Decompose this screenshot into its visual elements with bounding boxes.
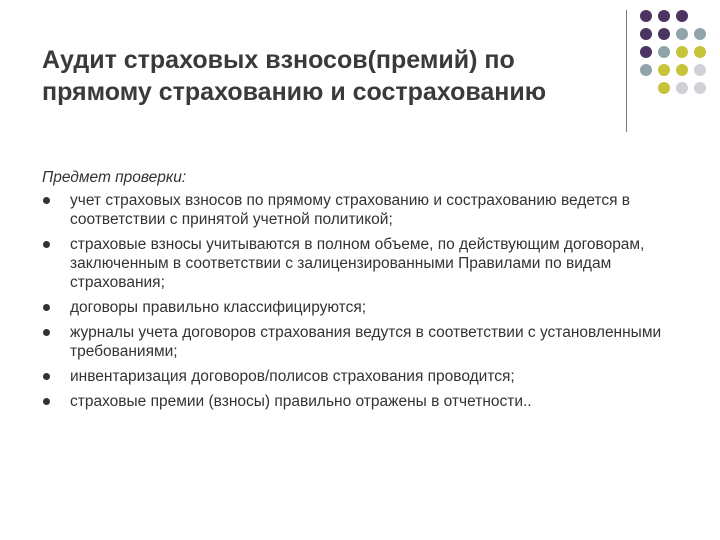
decorative-dot bbox=[694, 82, 706, 94]
list-item bbox=[42, 392, 662, 411]
list-item bbox=[42, 235, 662, 292]
list-item-text: инвентаризация договоров/полисов страхования проводится; bbox=[70, 368, 515, 385]
list-item bbox=[42, 367, 662, 386]
section-subtitle: Предмет проверки: bbox=[42, 169, 187, 186]
decorative-dot bbox=[640, 28, 652, 40]
decorative-dot bbox=[676, 28, 688, 40]
decorative-dot bbox=[658, 10, 670, 22]
decorative-dot bbox=[694, 46, 706, 58]
bullet-icon bbox=[43, 304, 50, 311]
decorative-dot bbox=[676, 46, 688, 58]
list-item-text: страховые взносы учитываются в полном объеме, по действующим договорам, заключенным в соответствии с залицензированными Правилами по видам страхования; bbox=[70, 236, 645, 291]
decorative-dot bbox=[694, 28, 706, 40]
list-item-text: страховые премии (взносы) правильно отражены в отчетности.. bbox=[70, 393, 532, 410]
decorative-dot bbox=[658, 82, 670, 94]
bullet-icon bbox=[43, 241, 50, 248]
decorative-dot bbox=[640, 10, 652, 22]
decorative-dot bbox=[658, 28, 670, 40]
bullet-list bbox=[42, 191, 662, 411]
list-item bbox=[42, 323, 662, 361]
decorative-dot bbox=[694, 64, 706, 76]
slide-title: Аудит страховых взносов(премий) по прямому страхованию и сострахованию bbox=[42, 46, 547, 106]
title-divider bbox=[626, 10, 627, 132]
slide-body bbox=[42, 168, 662, 417]
decorative-dot bbox=[640, 46, 652, 58]
list-item bbox=[42, 191, 662, 229]
list-item-text: журналы учета договоров страхования ведутся в соответствии с установленными требованиями; bbox=[70, 324, 662, 360]
decorative-dot bbox=[658, 64, 670, 76]
decorative-dot bbox=[676, 10, 688, 22]
list-item bbox=[42, 298, 662, 317]
decorative-dot bbox=[676, 82, 688, 94]
bullet-icon bbox=[43, 329, 50, 336]
decorative-dot bbox=[676, 64, 688, 76]
list-item-text: договоры правильно классифицируются; bbox=[70, 299, 367, 316]
list-item-text: учет страховых взносов по прямому страхованию и сострахованию ведется в соответствии с принятой учетной политикой; bbox=[70, 192, 631, 228]
decorative-dot-grid bbox=[640, 10, 715, 110]
decorative-dot bbox=[640, 64, 652, 76]
bullet-icon bbox=[43, 373, 50, 380]
bullet-icon bbox=[43, 197, 50, 204]
bullet-icon bbox=[43, 398, 50, 405]
decorative-dot bbox=[658, 46, 670, 58]
